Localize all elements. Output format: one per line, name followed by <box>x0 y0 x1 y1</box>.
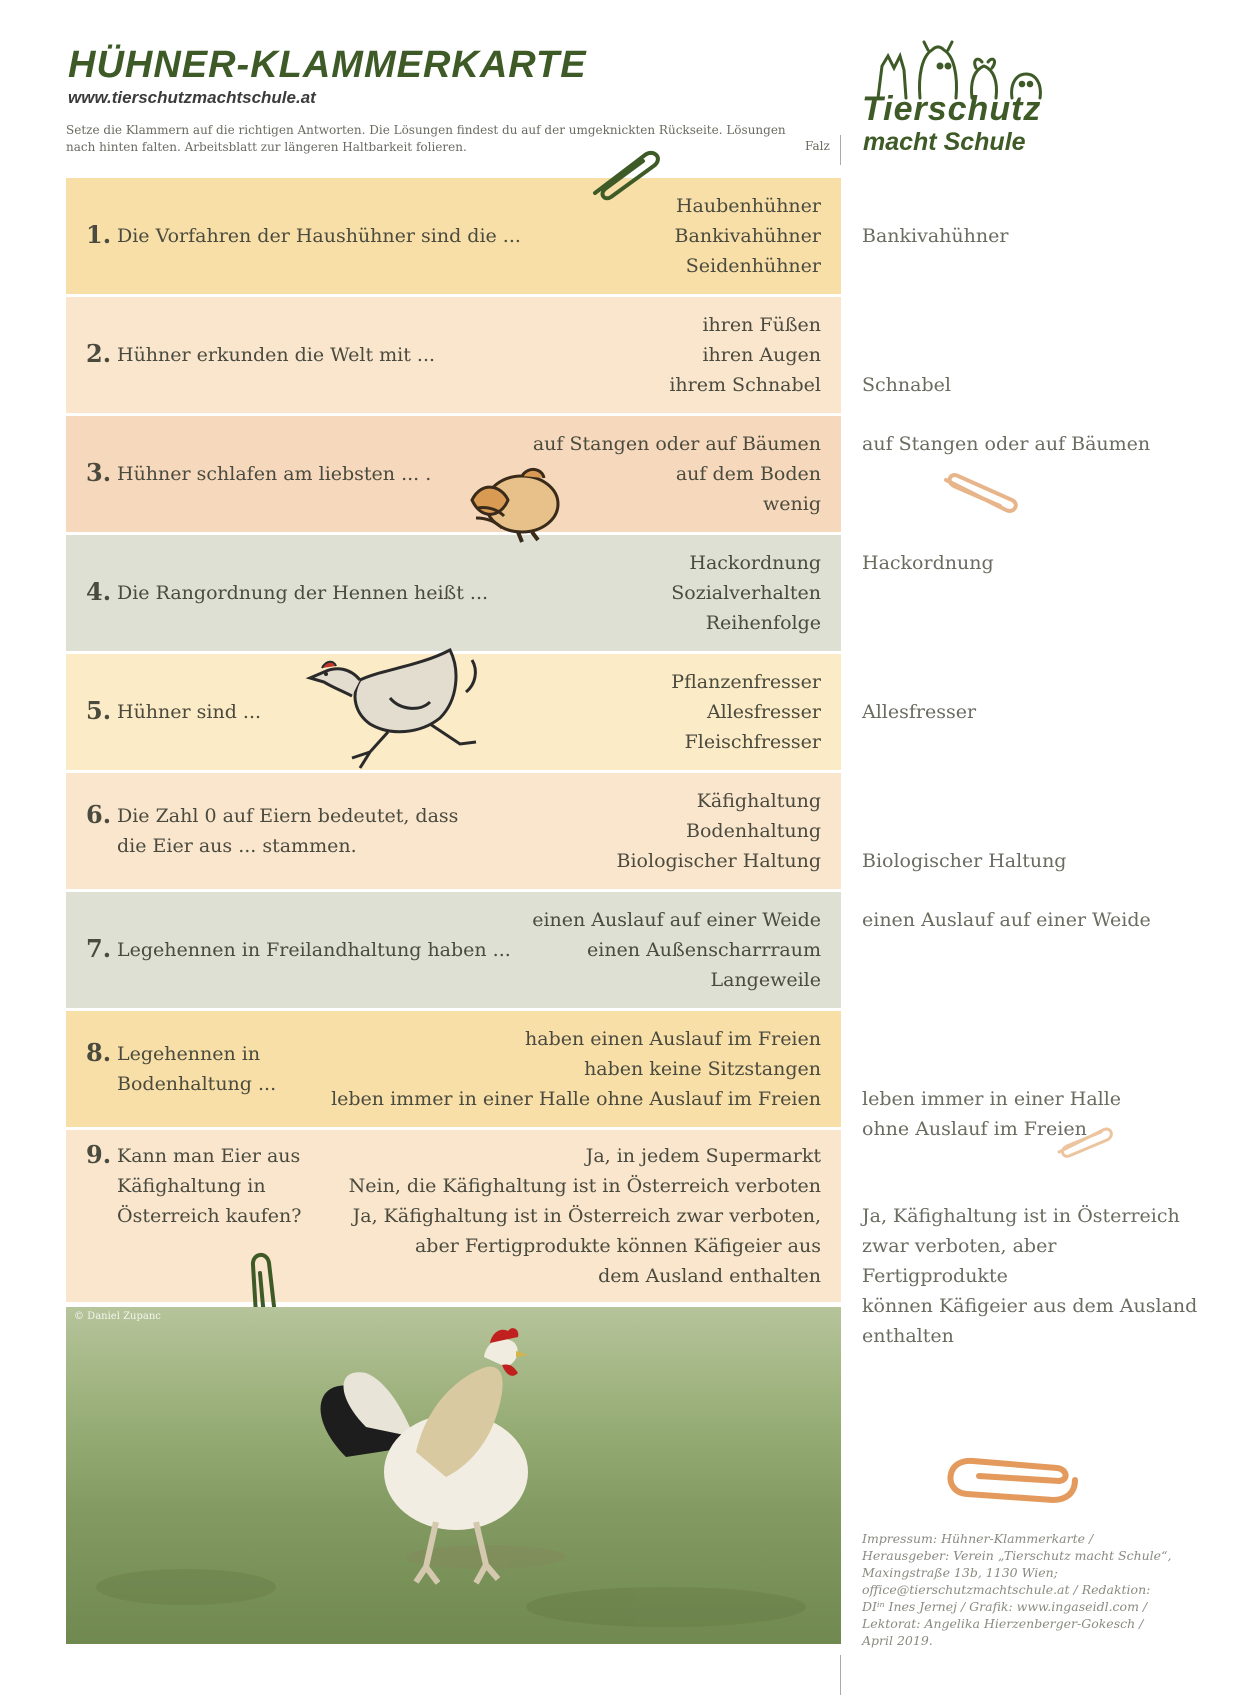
sleeping-hen-illustration <box>462 460 567 545</box>
page-title: HÜHNER-KLAMMERKARTE <box>68 44 587 86</box>
answer-options <box>669 310 821 400</box>
answer-option[interactable]: einen Auslauf auf einer Weide <box>532 909 821 931</box>
logo-line2: macht Schule <box>863 128 1026 156</box>
solution-text <box>862 370 1202 400</box>
answer-option[interactable]: ihrem Schnabel <box>669 374 821 396</box>
question-text <box>117 935 511 965</box>
question-number: 5. <box>86 696 112 725</box>
impressum-line: Herausgeber: Verein „Tierschutz macht Schule“, <box>862 1548 1172 1563</box>
solution-line: enthalten <box>862 1325 954 1347</box>
answer-option[interactable]: wenig <box>763 493 821 515</box>
answer-option[interactable]: haben keine Sitzstangen <box>584 1058 821 1080</box>
answer-options <box>675 191 821 281</box>
answer-option[interactable]: haben einen Auslauf im Freien <box>525 1028 821 1050</box>
question-number: 4. <box>86 577 112 606</box>
instructions-text: Setze die Klammern auf die richtigen Antworten. Die Lösungen findest du auf der umgeknickten Rückseite. Lösungen nach hinten falten. Arbeitsblatt zur längeren Haltbarkeit folieren. <box>66 123 786 154</box>
answer-option[interactable]: Hackordnung <box>689 552 821 574</box>
answer-option[interactable]: Fleischfresser <box>684 731 821 753</box>
question-number: 8. <box>86 1038 112 1067</box>
answer-options <box>349 1141 821 1291</box>
question-row-1 <box>66 178 841 294</box>
solution-line: leben immer in einer Halle <box>862 1088 1122 1110</box>
solution-line: Bankivahühner <box>862 225 1009 247</box>
answer-option[interactable]: Allesfresser <box>706 701 821 723</box>
question-text <box>117 459 431 489</box>
question-line: Legehennen in <box>117 1043 261 1065</box>
question-text <box>117 221 521 251</box>
solution-line: einen Auslauf auf einer Weide <box>862 909 1151 931</box>
fold-line-bottom <box>840 1655 841 1695</box>
question-row-3 <box>66 416 841 532</box>
question-line: Die Rangordnung der Hennen heißt ... <box>117 582 489 604</box>
impressum-line: April 2019. <box>862 1633 933 1648</box>
question-row-8 <box>66 1011 841 1127</box>
solution-line: zwar verboten, aber Fertigprodukte <box>862 1235 1057 1287</box>
photo-credit: © Daniel Zupanc <box>74 1311 161 1322</box>
answer-option[interactable]: ihren Füßen <box>702 314 821 336</box>
impressum-line: Impressum: Hühner-Klammerkarte / <box>862 1531 1094 1546</box>
question-text <box>117 1141 301 1231</box>
logo <box>860 36 1100 166</box>
question-line: Hühner sind ... <box>117 701 262 723</box>
answer-option[interactable]: Seidenhühner <box>685 255 821 277</box>
question-text <box>117 697 261 727</box>
answer-options <box>331 1024 821 1114</box>
answer-option[interactable]: auf Stangen oder auf Bäumen <box>532 433 821 455</box>
question-line: Legehennen in Freilandhaltung haben ... <box>117 939 511 961</box>
question-line: Österreich kaufen? <box>117 1205 302 1227</box>
question-line: Hühner erkunden die Welt mit ... <box>117 344 436 366</box>
answer-option[interactable]: Haubenhühner <box>675 195 821 217</box>
fold-label: Falz <box>805 139 830 153</box>
running-hen-illustration <box>300 640 510 775</box>
impressum <box>862 1530 1182 1649</box>
question-text <box>117 578 488 608</box>
impressum-line: DIⁱⁿ Ines Jernej / Grafik: www.ingaseidl.com / <box>862 1599 1148 1614</box>
solution-text <box>862 697 1202 727</box>
question-number: 1. <box>86 220 112 249</box>
solution-line: auf Stangen oder auf Bäumen <box>862 433 1151 455</box>
solution-text <box>862 221 1202 251</box>
answer-option[interactable]: Käfighaltung <box>696 790 821 812</box>
answer-option[interactable]: einen Außenscharrraum <box>587 939 821 961</box>
answer-option[interactable]: dem Ausland enthalten <box>598 1265 821 1287</box>
question-number: 9. <box>86 1140 112 1169</box>
paperclip-orange-large-icon <box>945 1450 1085 1510</box>
answer-options <box>671 548 821 638</box>
logo-line1: Tierschutz <box>862 90 1042 128</box>
question-text <box>117 801 458 861</box>
question-text <box>117 340 435 370</box>
answer-option[interactable]: Bodenhaltung <box>686 820 821 842</box>
question-line: Die Vorfahren der Haushühner sind die ... <box>117 225 521 247</box>
paperclip-green-icon <box>585 145 665 205</box>
question-row-7 <box>66 892 841 1008</box>
impressum-line: Lektorat: Angelika Hierzenberger-Gokesch / <box>862 1616 1144 1631</box>
solution-text <box>862 846 1202 876</box>
solution-text <box>862 905 1202 935</box>
solution-line: können Käfigeier aus dem Ausland <box>862 1295 1198 1317</box>
answer-option[interactable]: Pflanzenfresser <box>671 671 821 693</box>
question-row-2 <box>66 297 841 413</box>
rooster-photo <box>66 1307 841 1644</box>
impressum-line: office@tierschutzmachtschule.at / Redaktion: <box>862 1582 1151 1597</box>
question-row-9 <box>66 1130 841 1302</box>
solution-text <box>862 429 1202 459</box>
solution-line: Hackordnung <box>862 552 994 574</box>
answer-option[interactable]: auf dem Boden <box>675 463 821 485</box>
question-number: 7. <box>86 934 112 963</box>
question-row-4 <box>66 535 841 651</box>
question-line: die Eier aus ... stammen. <box>117 835 357 857</box>
solution-text <box>862 1084 1202 1144</box>
answer-options <box>671 667 821 757</box>
solution-line: Allesfresser <box>862 701 977 723</box>
paperclip-orange-small-icon <box>1055 1122 1115 1158</box>
solution-text <box>862 1201 1202 1351</box>
question-line: Kann man Eier aus <box>117 1145 301 1167</box>
answer-options <box>617 786 821 876</box>
answer-option[interactable]: Sozialverhalten <box>671 582 821 604</box>
paperclip-orange-icon <box>940 470 1020 520</box>
question-number: 2. <box>86 339 112 368</box>
fold-line <box>840 135 841 165</box>
answer-option[interactable]: Biologischer Haltung <box>616 850 821 872</box>
question-text <box>117 1039 276 1099</box>
answer-options <box>533 429 821 519</box>
question-row-6 <box>66 773 841 889</box>
question-line: Die Zahl 0 auf Eiern bedeutet, dass <box>117 805 459 827</box>
answer-option[interactable]: ihren Augen <box>702 344 821 366</box>
question-line: Hühner schlafen am liebsten ... . <box>117 463 432 485</box>
question-number: 6. <box>86 800 112 829</box>
question-number: 3. <box>86 458 112 487</box>
answer-option[interactable]: aber Fertigprodukte können Käfigeier aus <box>414 1235 821 1257</box>
answer-option[interactable]: Ja, Käfighaltung ist in Österreich zwar verboten, <box>352 1205 821 1227</box>
answer-option[interactable]: Nein, die Käfighaltung ist in Österreich verboten <box>348 1175 821 1197</box>
answer-options <box>532 905 821 995</box>
impressum-line: Maxingstraße 13b, 1130 Wien; <box>862 1565 1058 1580</box>
answer-option[interactable]: Ja, in jedem Supermarkt <box>585 1145 821 1167</box>
answer-option[interactable]: Bankivahühner <box>674 225 821 247</box>
solution-line: Ja, Käfighaltung ist in Österreich <box>862 1205 1180 1227</box>
solution-text <box>862 548 1202 578</box>
rooster-image <box>66 1307 841 1644</box>
answer-option[interactable]: Langeweile <box>710 969 821 991</box>
solution-line: Biologischer Haltung <box>862 850 1067 872</box>
question-line: Käfighaltung in <box>117 1175 266 1197</box>
website-url[interactable]: www.tierschutzmachtschule.at <box>68 88 316 107</box>
solution-line: Schnabel <box>862 374 951 396</box>
answer-option[interactable]: leben immer in einer Halle ohne Auslauf im Freien <box>331 1088 821 1110</box>
answer-option[interactable]: Reihenfolge <box>705 612 821 634</box>
solution-line: ohne Auslauf im Freien <box>862 1118 1087 1140</box>
question-line: Bodenhaltung ... <box>117 1073 277 1095</box>
